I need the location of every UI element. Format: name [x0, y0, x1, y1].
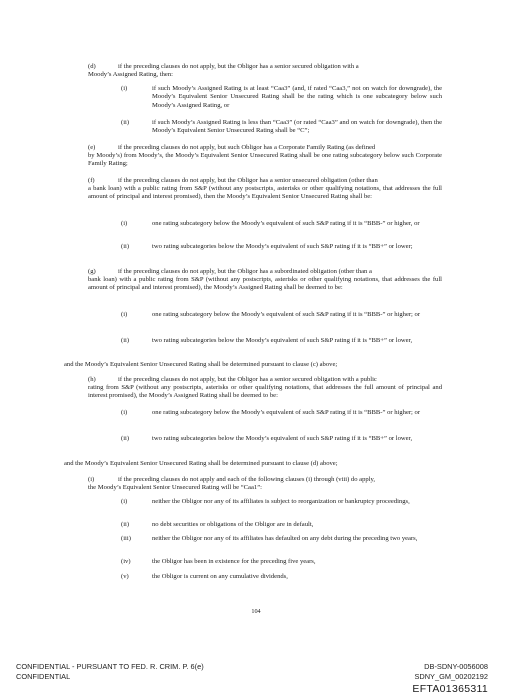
clause-g-i-text: one rating subcategory below the Moody’s equivalent of such S&P rating if it is “BBB-” or higher; or [152, 311, 421, 318]
clause-h-text: if the preceding clauses do not apply, but the Obligor has a senior secured obligation with a public [118, 376, 377, 383]
clause-i-iv-label: (iv) [121, 558, 131, 565]
clause-h-label: (h) [88, 376, 96, 383]
clause-f-continuation: a bank loan) with a public rating from S&P (without any postscripts, asterisks or other qualifying notations, that addresses the full amount of principal and interest promised), then the Moody’s Equivalent Senior Unsecured Rating shall be: [88, 185, 442, 201]
clause-i-ii-label: (ii) [121, 521, 130, 528]
clause-h-i-label: (i) [121, 409, 128, 416]
clause-g-ii-text: two rating subcategories below the Moody’s equivalent of such S&P rating if it is “BB+” or lower, [152, 337, 413, 344]
clause-h-continuation: rating from S&P (without any postscripts, asterisks or other qualifying notations, that addresses the full amount of principal and interest promised), the Moody’s Assigned Rating shall be deemed to be: [88, 384, 442, 400]
clause-i-i-label: (i) [121, 498, 128, 505]
clause-g-text: if the preceding clauses do not apply, but the Obligor has a subordinated obligation (other than a [118, 268, 372, 275]
page-number: 104 [251, 608, 261, 615]
clause-f-i-text: one rating subcategory below the Moody’s equivalent of such S&P rating if it is “BBB-” or higher, or [152, 220, 420, 227]
clause-g-after: and the Moody’s Equivalent Senior Unsecured Rating shall be determined pursuant to clause (c) above; [64, 361, 338, 368]
bates-number: EFTA01365311 [412, 683, 488, 695]
footer-docid-line2: SDNY_GM_00202192 [414, 672, 488, 681]
clause-e-text: if the preceding clauses do not apply, but such Obligor has a Corporate Family Rating (as defined [118, 144, 376, 151]
clause-h-i-text: one rating subcategory below the Moody’s equivalent of such S&P rating if it is “BBB-” or higher; or [152, 409, 421, 416]
clause-e-label: (e) [88, 144, 96, 151]
clause-i-text: if the preceding clauses do not apply and each of the following clauses (i) through (viii) do apply, [118, 476, 376, 483]
clause-d-ii-text: if such Moody’s Assigned Rating is less than “Caa3” (or rated “Caa3” and on watch for downgrade), then the Moody’s Equivalent Senior Unsecured Rating shall be “C”; [152, 119, 442, 135]
clause-i-label: (i) [88, 476, 95, 483]
clause-f-i-label: (i) [121, 220, 128, 227]
clause-e-continuation: by Moody’s) from Moody’s, the Moody’s Equivalent Senior Unsecured Rating shall be one rating subcategory below such Corporate Family Rating; [88, 152, 442, 168]
footer-confidential-line1: CONFIDENTIAL - PURSUANT TO FED. R. CRIM. P. 6(e) [16, 662, 204, 671]
clause-d-ii-label: (ii) [121, 119, 130, 126]
clause-i-v-text: the Obligor is current on any cumulative dividends, [152, 573, 288, 580]
clause-i-ii-text: no debt securities or obligations of the Obligor are in default, [152, 521, 314, 528]
clause-g-i-label: (i) [121, 311, 128, 318]
clause-d-text: if the preceding clauses do not apply, but the Obligor has a senior secured obligation with a [118, 63, 359, 70]
clause-i-iii-label: (iii) [121, 535, 131, 542]
clause-d-label: (d) [88, 63, 96, 70]
clause-i-iv-text: the Obligor has been in existence for the preceding five years, [152, 558, 316, 565]
clause-i-continuation: the Moody’s Equivalent Senior Unsecured Rating will be “Caa1”: [88, 484, 262, 491]
clause-g-label: (g) [88, 268, 96, 275]
clause-g-ii-label: (ii) [121, 337, 130, 344]
clause-d-i-label: (i) [121, 85, 128, 92]
footer-docid-line1: DB-SDNY-0056008 [424, 662, 488, 671]
clause-d-continuation: Moody’s Assigned Rating, then: [88, 71, 173, 78]
clause-f-label: (f) [88, 177, 95, 184]
clause-g-continuation: bank loan) with a public rating from S&P (without any postscripts, asterisks or other qualifying notations, that addresses the full amount of principal and interest promised), the Moody’s Assigned Rating shall be deemed to be: [88, 276, 442, 292]
clause-h-ii-text: two rating subcategories below the Moody’s equivalent of such S&P rating if it is “BB+” or lower, [152, 435, 413, 442]
clause-f-ii-text: two rating subcategories below the Moody’s equivalent of such S&P rating if it is “BB+” or lower; [152, 243, 413, 250]
clause-i-iii-text: neither the Obligor nor any of its affiliates has defaulted on any debt during the preceding two years, [152, 535, 418, 542]
clause-h-after: and the Moody’s Equivalent Senior Unsecured Rating shall be determined pursuant to clause (d) above; [64, 460, 338, 467]
clause-d-i-text: if such Moody’s Assigned Rating is at least “Caa3” (and, if rated “Caa3,” not on watch for downgrade), the Moody’s Equivalent Senior Unsecured Rating shall be the rating which is one subcategory below such Moody’s Assigned Rating, or [152, 85, 442, 109]
clause-f-ii-label: (ii) [121, 243, 130, 250]
clause-f-text: if the preceding clauses do not apply, but the Obligor has a senior unsecured obligation (other than [118, 177, 378, 184]
clause-i-v-label: (v) [121, 573, 129, 580]
footer-confidential-line2: CONFIDENTIAL [16, 672, 71, 681]
clause-h-ii-label: (ii) [121, 435, 130, 442]
clause-i-i-text: neither the Obligor nor any of its affiliates is subject to reorganization or bankruptcy proceedings, [152, 498, 410, 505]
